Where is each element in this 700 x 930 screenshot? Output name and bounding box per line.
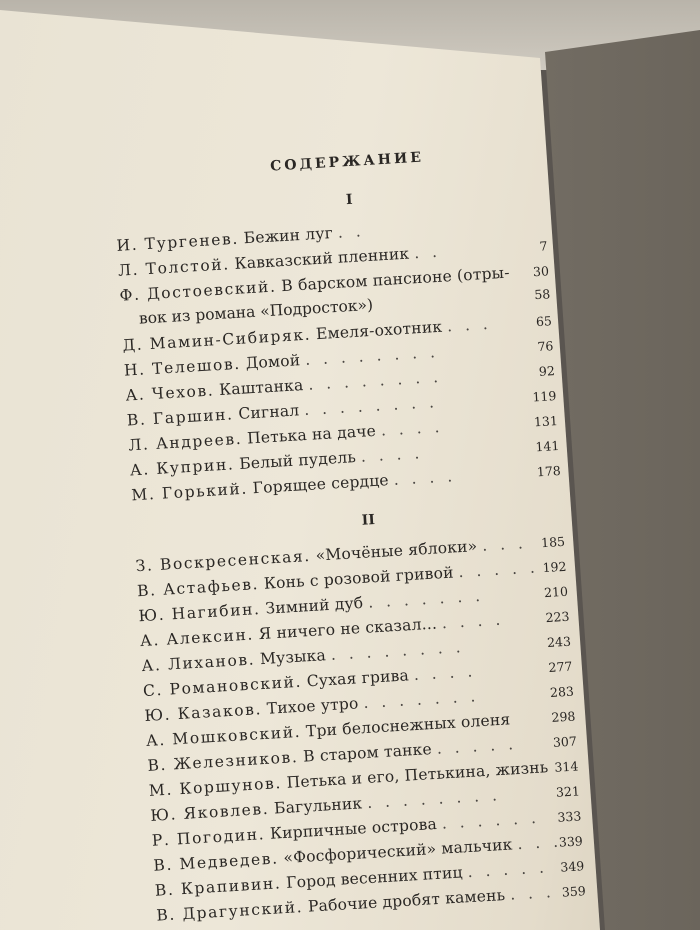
entry-title: В барском пансионе (отры- [280,263,511,296]
leader-dots: . . . [446,314,493,336]
leader-dots: . . . . . [436,735,518,758]
entry-title: Сигнал [237,401,300,423]
entry-page-number: 243 [546,633,572,651]
leader-dots: . . . . . . . . [366,786,502,812]
leader-dots: . . . . . . . [362,687,480,713]
section-numeral: II [361,512,376,529]
entry-page-number: 359 [561,883,587,900]
section-entries [116,208,562,508]
entry-author: А. Куприн. [129,455,235,480]
entry-page-number: 58 [533,286,551,303]
entry-page-number: 185 [540,533,566,551]
leader-dots: . . . . [413,662,477,684]
entry-title: Бежин луг [243,224,334,248]
entry-page-number: 65 [535,313,553,330]
entry-author: В. Гаршин. [126,405,235,430]
entry-author: Ю. Казаков. [144,700,263,726]
entry-author: Ю. Яковлев. [149,799,270,825]
entry-author: А. Мошковский. [145,722,302,750]
leader-dots: . . . . [380,417,444,440]
entry-author: Н. Телешов. [123,354,242,380]
entry-author: И. Тургенев. [116,229,240,255]
entry-author: М. Коршунов. [148,774,283,800]
entry-author: Р. Погодин. [151,825,266,850]
entry-author: А. Лиханов. [141,650,256,676]
entry-title: Петька на даче [246,421,377,448]
entry-page-number: 192 [542,558,567,576]
leader-dots: . . . . [393,467,457,489]
entry-page-number: 314 [554,758,579,775]
leader-dots: . . [337,222,366,242]
entry-title: «Мочёные яблоки» [315,537,478,565]
leader-dots: . . . . . [467,858,549,882]
leader-dots: . . . . . . . . [303,393,439,420]
entry-page-number: 131 [533,413,559,430]
entry-title: Горящее сердце [252,471,390,498]
entry-author: А. Алексин. [139,625,255,651]
entry-page-number: 283 [549,683,575,700]
entry-page-number: 141 [534,437,560,455]
entry-title: Город весенних птиц [285,863,464,892]
entry-author: Ю. Нагибин. [138,599,262,626]
entry-author: М. Горький. [130,479,249,505]
leader-dots: . . . [516,832,563,854]
entry-title: В старом танке [302,740,433,766]
entry-title: Три белоснежных оленя [305,710,511,741]
entry-page-number: 307 [552,733,578,750]
leader-dots: . . . . . . . . [304,342,440,369]
leader-dots: . . . . [360,444,424,466]
entry-title: Зимний дуб [264,593,364,618]
entry-title: Музыка [259,646,327,669]
entry-page-number: 277 [548,658,573,675]
entry-page-number: 178 [536,462,562,480]
entry-author: Л. Толстой. [117,255,231,280]
entry-author: С. Романовский. [142,672,303,701]
leader-dots: . . . . . . . . [307,367,443,394]
entry-author: Л. Андреев. [127,429,243,455]
entry-title: Петька и его, Петькина, жизнь [286,758,549,792]
entry-title: Домой [245,351,301,373]
entry-title: Емеля-охотник [315,317,443,344]
entry-page-number: 321 [555,783,581,800]
entry-page-number: 339 [558,833,584,850]
contents-heading: СОДЕРЖАНИЕ [269,149,425,175]
entry-page-number: 92 [538,363,556,380]
entry-author: В. Железников. [146,748,299,775]
entry-title: Каштанка [218,376,304,400]
leader-dots: . . . [481,534,528,555]
section-numeral: I [345,191,354,209]
entry-page-number: 333 [556,808,582,825]
entry-author: А. Чехов. [124,381,215,405]
entry-author: В. Крапивин. [154,874,282,900]
entry-title: Я ничего не сказал... [258,614,438,644]
entry-page-number: 298 [551,708,576,725]
entry-title: Конь с розовой гривой [263,563,455,593]
entry-page-number: 210 [543,583,569,601]
leader-dots: . . . [509,883,556,904]
entry-author: З. Воскресенская. [135,546,312,576]
entry-title: Кирпичные острова [269,814,438,843]
section-entries [135,529,586,929]
leader-dots: . . [413,242,442,263]
entry-page-number: 7 [538,238,548,254]
entry-author: В. Драгунский. [155,897,304,925]
entry-title: Кавказский пленник [234,244,410,273]
entry-page-number: 119 [532,388,557,405]
entry-title: Сухая грива [306,666,410,691]
entry-page-number: 30 [532,263,550,280]
leader-dots: . . . . . [457,558,540,582]
leader-dots: . . . . . . . [367,586,485,612]
leader-dots: . . . . [441,610,505,633]
entry-page-number: 223 [545,608,570,626]
entry-author: В. Астафьев. [136,575,260,601]
entry-author: В. Медведев. [152,849,280,875]
entry-author: Д. Мамин-Сибиряк. [122,325,312,355]
entry-title: Рабочие дробят камень [307,885,506,916]
entry-title: вок из романа «Подросток») [138,295,374,328]
leader-dots: . . . . . . [441,808,541,833]
entry-title: Тихое утро [266,694,360,718]
table-of-contents [112,142,586,928]
leader-dots: . . . . . . . . [330,637,466,664]
entry-page-number: 76 [536,338,554,355]
entry-page-number: 349 [559,858,585,875]
entry-title: Багульник [273,794,363,818]
entry-author: Ф. Достоевский. [119,277,277,305]
entry-title: Белый пудель [238,448,357,473]
entry-title: «Фосфорический» мальчик [282,835,513,868]
